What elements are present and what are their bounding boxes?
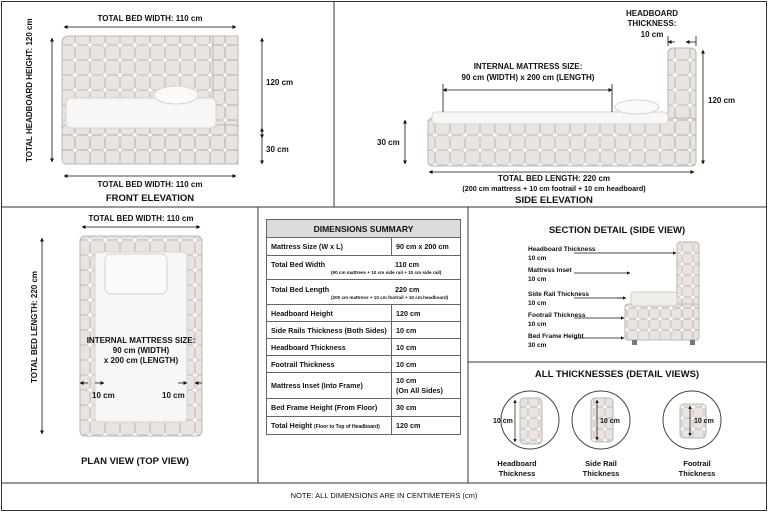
plan-length-label: TOTAL BED LENGTH: 220 cm <box>30 270 39 383</box>
section-item-value: 10 cm <box>528 300 547 307</box>
table-row <box>267 305 461 322</box>
row-label: Side Rails Thickness (Both Sides) <box>267 322 392 339</box>
row-label: Mattress Size (W x L) <box>267 238 392 256</box>
section-detail-illustration <box>625 242 699 345</box>
row-label-small: (Floor to Top of Headboard) <box>314 424 380 430</box>
row-note: (90 cm mattress + 10 cm side rail + 10 cm side rail) <box>331 270 442 275</box>
front-width-label-bottom: TOTAL BED WIDTH: 110 cm <box>97 180 203 189</box>
side-height-30: 30 cm <box>377 138 400 147</box>
front-height-120: 120 cm <box>266 78 294 87</box>
side-internal-mattress-value: 90 cm (WIDTH) x 200 cm (LENGTH) <box>461 73 595 82</box>
row-note: (200 cm mattress + 10 cm footrail + 10 cm headboard) <box>331 294 449 300</box>
row-value: 10 cm (On All Sides) <box>392 373 461 399</box>
row-value: 120 cm <box>392 305 461 322</box>
row-value: 90 cm x 200 cm <box>392 238 461 256</box>
table-row <box>267 280 461 305</box>
plan-view-title: PLAN VIEW (TOP VIEW) <box>81 456 189 467</box>
row-value: 120 cm <box>392 417 461 435</box>
side-length-sub: (200 cm mattress + 10 cm footrail + 10 cm headboard) <box>462 184 646 193</box>
table-row <box>267 238 461 256</box>
row-value: 220 cm <box>395 284 420 294</box>
plan-internal-line2: 90 cm (WIDTH) <box>112 346 170 355</box>
section-item-label: Mattress Inset <box>528 267 572 274</box>
row-value: 10 cm <box>392 322 461 339</box>
row-value: 110 cm <box>395 260 419 269</box>
table-row <box>267 373 461 399</box>
row-label: Total Height <box>271 421 312 430</box>
footer-note: NOTE: ALL DIMENSIONS ARE IN CENTIMETERS (cm) <box>290 491 478 500</box>
thickness-name: Footrail Thickness <box>678 459 716 478</box>
side-elevation-title: SIDE ELEVATION <box>515 195 593 206</box>
front-elevation-title: FRONT ELEVATION <box>105 193 195 204</box>
plan-internal-label: INTERNAL MATTRESS SIZE: <box>86 336 196 345</box>
row-label: Footrail Thickness <box>267 356 392 373</box>
dimensions-summary-table <box>266 219 461 435</box>
section-item-value: 10 cm <box>528 276 547 283</box>
front-headboard-height-label: TOTAL HEADBOARD HEIGHT: 120 cm <box>25 18 34 162</box>
plan-rail-right: 10 cm <box>162 391 185 400</box>
front-bed-illustration <box>62 36 238 164</box>
table-row <box>267 399 461 417</box>
side-headboard-thickness-label: HEADBOARD THICKNESS: <box>626 9 678 28</box>
row-label: Bed Frame Height (From Floor) <box>267 399 392 417</box>
side-internal-mattress-label: INTERNAL MATTRESS SIZE: <box>473 62 583 71</box>
row-label: Headboard Height <box>267 305 392 322</box>
section-item-label: Footrail Thickness <box>528 312 586 319</box>
side-length-label: TOTAL BED LENGTH: 220 cm <box>497 174 611 183</box>
section-item-label: Headboard Thickness <box>528 246 596 253</box>
plan-width-label: TOTAL BED WIDTH: 110 cm <box>88 214 194 223</box>
section-detail-title: SECTION DETAIL (SIDE VIEW) <box>548 225 686 236</box>
thickness-value: 10 cm <box>694 418 714 425</box>
section-item-label: Side Rail Thickness <box>528 291 590 298</box>
side-height-120: 120 cm <box>708 96 736 105</box>
section-item-value: 10 cm <box>528 321 547 328</box>
row-label: Mattress Inset (Into Frame) <box>267 373 392 399</box>
table-row <box>267 356 461 373</box>
row-label: Headboard Thickness <box>267 339 392 356</box>
front-height-30: 30 cm <box>266 145 289 154</box>
thickness-title: ALL THICKNESSES (DETAIL VIEWS) <box>534 369 700 380</box>
row-label: Total Bed Width <box>271 260 326 269</box>
thickness-name: Headboard Thickness <box>497 459 537 478</box>
front-width-label: TOTAL BED WIDTH: 110 cm <box>97 14 203 23</box>
thickness-value: 10 cm <box>600 418 620 425</box>
table-row <box>267 339 461 356</box>
row-label: Total Bed Length <box>271 284 330 294</box>
side-headboard-thickness-value: 10 cm <box>640 30 664 39</box>
section-item-value: 10 cm <box>528 255 547 262</box>
table-row <box>267 256 461 280</box>
section-item-label: Bed Frame Height <box>528 333 584 340</box>
plan-internal-line3: x 200 cm (LENGTH) <box>103 356 179 365</box>
thickness-name: Side Rail Thickness <box>582 459 620 478</box>
row-value: 30 cm <box>392 399 461 417</box>
section-item-value: 30 cm <box>528 342 547 349</box>
row-value: 10 cm <box>392 356 461 373</box>
thickness-value: 10 cm <box>493 418 513 425</box>
table-row <box>267 322 461 339</box>
row-value: 10 cm <box>392 339 461 356</box>
summary-title: DIMENSIONS SUMMARY <box>267 220 461 238</box>
table-row <box>267 417 461 435</box>
plan-rail-left: 10 cm <box>92 391 115 400</box>
